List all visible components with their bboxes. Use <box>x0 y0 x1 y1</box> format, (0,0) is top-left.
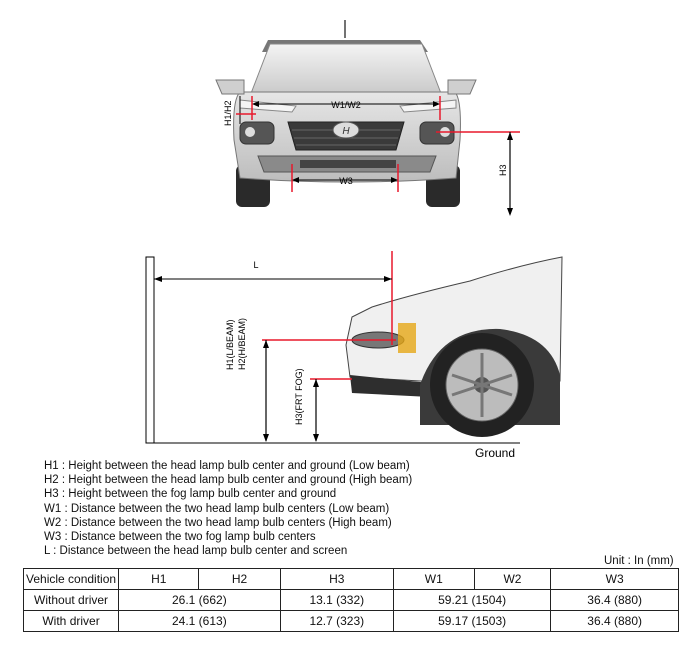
w1w2-label: W1/W2 <box>331 100 361 110</box>
legend-item-w1: W1 : Distance between the two head lamp bulb centers (Low beam) <box>44 502 390 515</box>
legend-item-h3: H3 : Height between the fog lamp bulb center and ground <box>44 488 337 501</box>
h2-side-label: H2(H/BEAM) <box>237 317 247 370</box>
header-w3: W3 <box>551 569 679 590</box>
legend-item-w3: W3 : Distance between the two fog lamp bulb centers <box>44 531 316 544</box>
header-h3: H3 <box>280 569 393 590</box>
left-headlamp <box>240 122 274 144</box>
row-condition: Without driver <box>24 590 119 611</box>
table-header-row <box>24 569 679 590</box>
windshield <box>250 44 442 96</box>
row-h1h2-value: 24.1 (613) <box>119 611 281 632</box>
unit-label: Unit : In (mm) <box>604 555 674 567</box>
table-row <box>24 611 679 632</box>
w3-label: W3 <box>339 176 353 186</box>
row-w1w2-value: 59.21 (1504) <box>393 590 550 611</box>
screen-wall <box>146 257 154 443</box>
side-view-drawing <box>0 235 700 460</box>
h3-side-label: H3(FRT FOG) <box>294 368 304 425</box>
legend-item-l: L : Distance between the head lamp bulb center and screen <box>44 545 348 558</box>
left-mirror <box>216 80 244 94</box>
row-w1w2-value: 59.17 (1503) <box>393 611 550 632</box>
legend-item-w2: W2 : Distance between the two head lamp bulb centers (High beam) <box>44 516 392 529</box>
h3-label: H3 <box>498 164 508 176</box>
h3-side-dimension <box>310 379 352 442</box>
spec-table <box>23 568 679 632</box>
legend-item-h2: H2 : Height between the head lamp bulb center and ground (High beam) <box>44 474 413 487</box>
header-w2: W2 <box>474 569 551 590</box>
header-h1: H1 <box>119 569 199 590</box>
l-label: L <box>253 260 259 270</box>
row-h3-value: 12.7 (323) <box>280 611 393 632</box>
row-h3-value: 13.1 (332) <box>280 590 393 611</box>
row-h1h2-value: 26.1 (662) <box>119 590 281 611</box>
header-w1: W1 <box>393 569 474 590</box>
right-mirror <box>448 80 476 94</box>
h1h2-label: H1/H2 <box>223 100 233 126</box>
front-view-drawing <box>0 0 700 230</box>
h1-side-label: H1(L/BEAM) <box>225 319 235 370</box>
row-w3-value: 36.4 (880) <box>551 590 679 611</box>
svg-text:H: H <box>342 126 350 137</box>
table-row <box>24 590 679 611</box>
legend <box>44 459 412 558</box>
legend-item-h1: H1 : Height between the head lamp bulb center and ground (Low beam) <box>44 460 410 472</box>
ground-label: Ground <box>475 446 516 460</box>
header-h2: H2 <box>199 569 280 590</box>
header-vehicle-condition: Vehicle condition <box>24 569 119 590</box>
row-condition: With driver <box>24 611 119 632</box>
row-w3-value: 36.4 (880) <box>551 611 679 632</box>
